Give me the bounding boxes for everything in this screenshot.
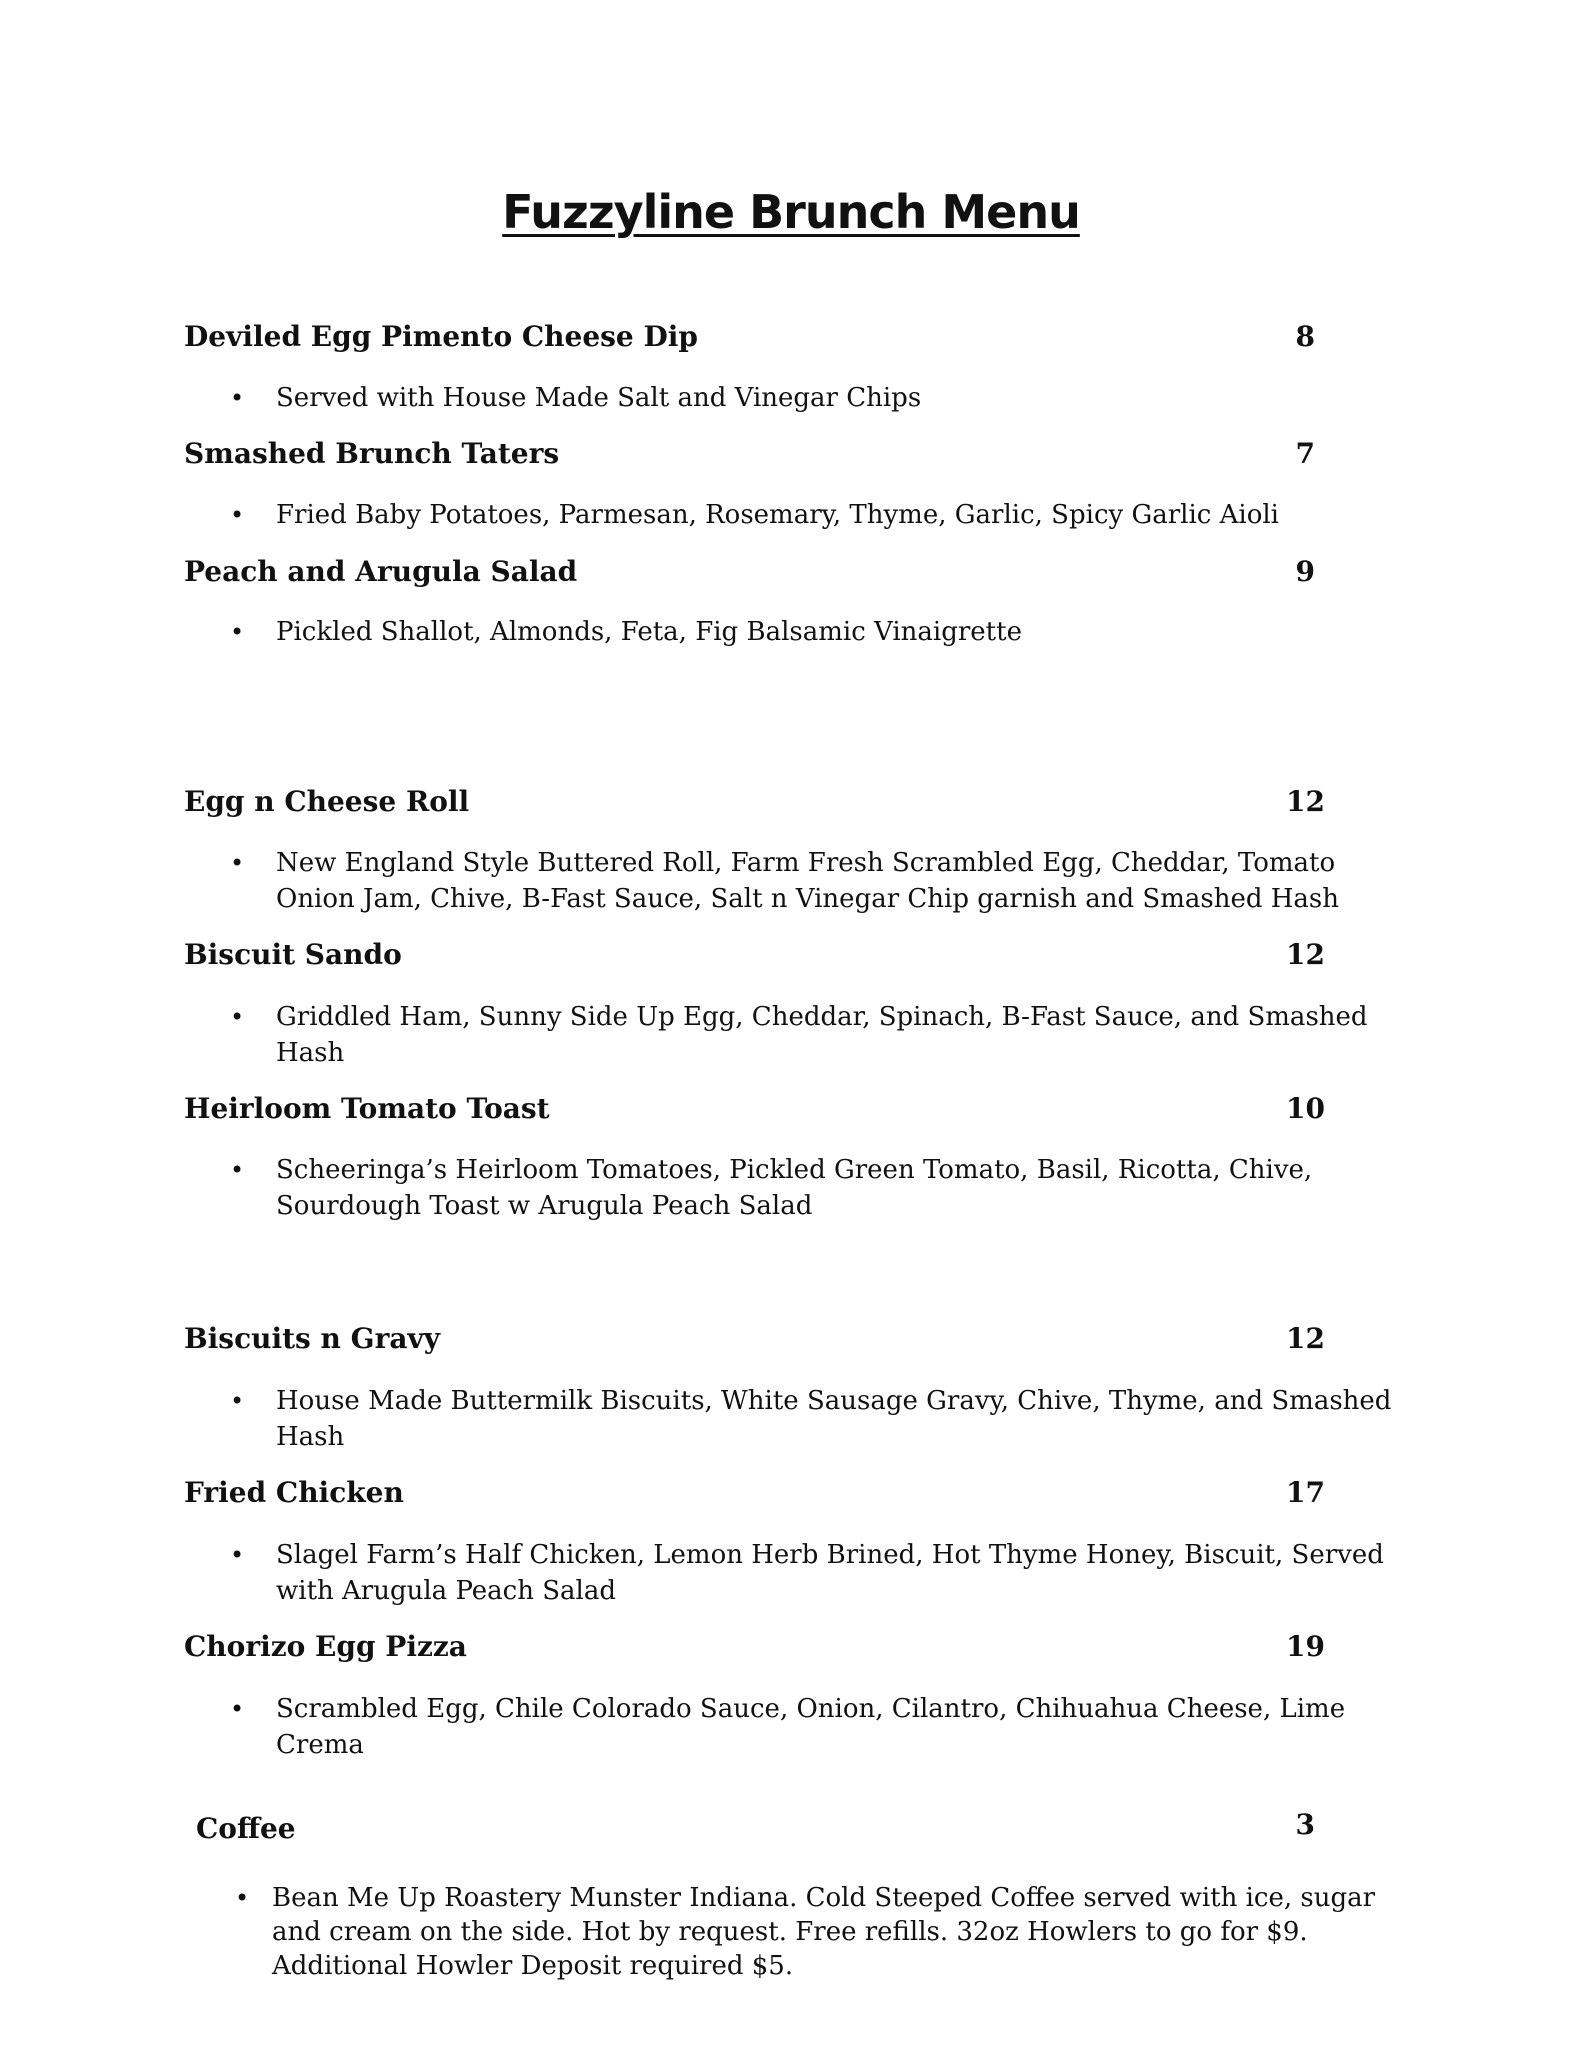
menu-item-price: 12 (1286, 1322, 1325, 1355)
menu-item-name: Heirloom Tomato Toast (184, 1092, 550, 1125)
bullet-icon: • (230, 1003, 245, 1031)
menu-item-description: Onion Jam, Chive, B-Fast Sauce, Salt n Vinegar Chip garnish and Smashed Hash (276, 884, 1340, 914)
bullet-icon: • (230, 501, 245, 529)
menu-item-name: Chorizo Egg Pizza (184, 1630, 467, 1663)
menu-item-name: Peach and Arugula Salad (184, 555, 578, 588)
menu-item-description: Pickled Shallot, Almonds, Feta, Fig Balsamic Vinaigrette (276, 617, 1022, 647)
bullet-icon: • (230, 618, 245, 646)
menu-item-description: House Made Buttermilk Biscuits, White Sausage Gravy, Chive, Thyme, and Smashed (276, 1386, 1392, 1416)
bullet-icon: • (230, 1387, 245, 1415)
bullet-icon: • (230, 1541, 245, 1569)
menu-item-description: Served with House Made Salt and Vinegar Chips (276, 383, 922, 413)
menu-item-price: 12 (1286, 938, 1325, 971)
menu-item-description: Additional Howler Deposit required $5. (272, 1951, 794, 1981)
menu-item-price: 9 (1295, 555, 1315, 588)
menu-item-description: Scheeringa’s Heirloom Tomatoes, Pickled Green Tomato, Basil, Ricotta, Chive, (276, 1155, 1313, 1185)
menu-item-name: Egg n Cheese Roll (184, 785, 470, 818)
menu-item-price: 12 (1286, 785, 1325, 818)
menu-item-description: Sourdough Toast w Arugula Peach Salad (276, 1191, 813, 1221)
page-title: Fuzzyline Brunch Menu (502, 185, 1080, 239)
menu-item-name: Fried Chicken (184, 1476, 404, 1509)
bullet-icon: • (230, 384, 245, 412)
menu-item-description: Crema (276, 1730, 364, 1760)
bullet-icon: • (230, 1156, 245, 1184)
bullet-icon: • (235, 1884, 250, 1912)
menu-item-name: Biscuit Sando (184, 938, 402, 971)
menu-item-description: New England Style Buttered Roll, Farm Fresh Scrambled Egg, Cheddar, Tomato (276, 848, 1336, 878)
menu-item-price: 10 (1286, 1092, 1325, 1125)
bullet-icon: • (230, 1695, 245, 1723)
menu-item-description: Scrambled Egg, Chile Colorado Sauce, Onion, Cilantro, Chihuahua Cheese, Lime (276, 1694, 1346, 1724)
menu-item-description: Hash (276, 1038, 345, 1068)
menu-item-price: 8 (1295, 320, 1315, 353)
menu-item-name: Deviled Egg Pimento Cheese Dip (184, 320, 698, 353)
menu-item-price: 17 (1286, 1476, 1325, 1509)
menu-item-description: and cream on the side. Hot by request. Free refills. 32oz Howlers to go for $9. (272, 1917, 1308, 1947)
bullet-icon: • (230, 849, 245, 877)
menu-item-description: Hash (276, 1422, 345, 1452)
menu-item-price: 19 (1286, 1630, 1325, 1663)
menu-item-description: Griddled Ham, Sunny Side Up Egg, Cheddar, Spinach, B-Fast Sauce, and Smashed (276, 1002, 1368, 1032)
menu-item-price: 3 (1295, 1808, 1315, 1841)
menu-item-price: 7 (1295, 437, 1315, 470)
menu-item-name: Coffee (196, 1812, 296, 1845)
menu-item-name: Smashed Brunch Taters (184, 437, 560, 470)
menu-item-description: Slagel Farm’s Half Chicken, Lemon Herb Brined, Hot Thyme Honey, Biscuit, Served (276, 1540, 1384, 1570)
menu-item-description: Bean Me Up Roastery Munster Indiana. Cold Steeped Coffee served with ice, sugar (272, 1883, 1376, 1913)
menu-item-name: Biscuits n Gravy (184, 1322, 441, 1355)
menu-item-description: Fried Baby Potatoes, Parmesan, Rosemary, Thyme, Garlic, Spicy Garlic Aioli (276, 500, 1279, 530)
menu-item-description: with Arugula Peach Salad (276, 1576, 617, 1606)
